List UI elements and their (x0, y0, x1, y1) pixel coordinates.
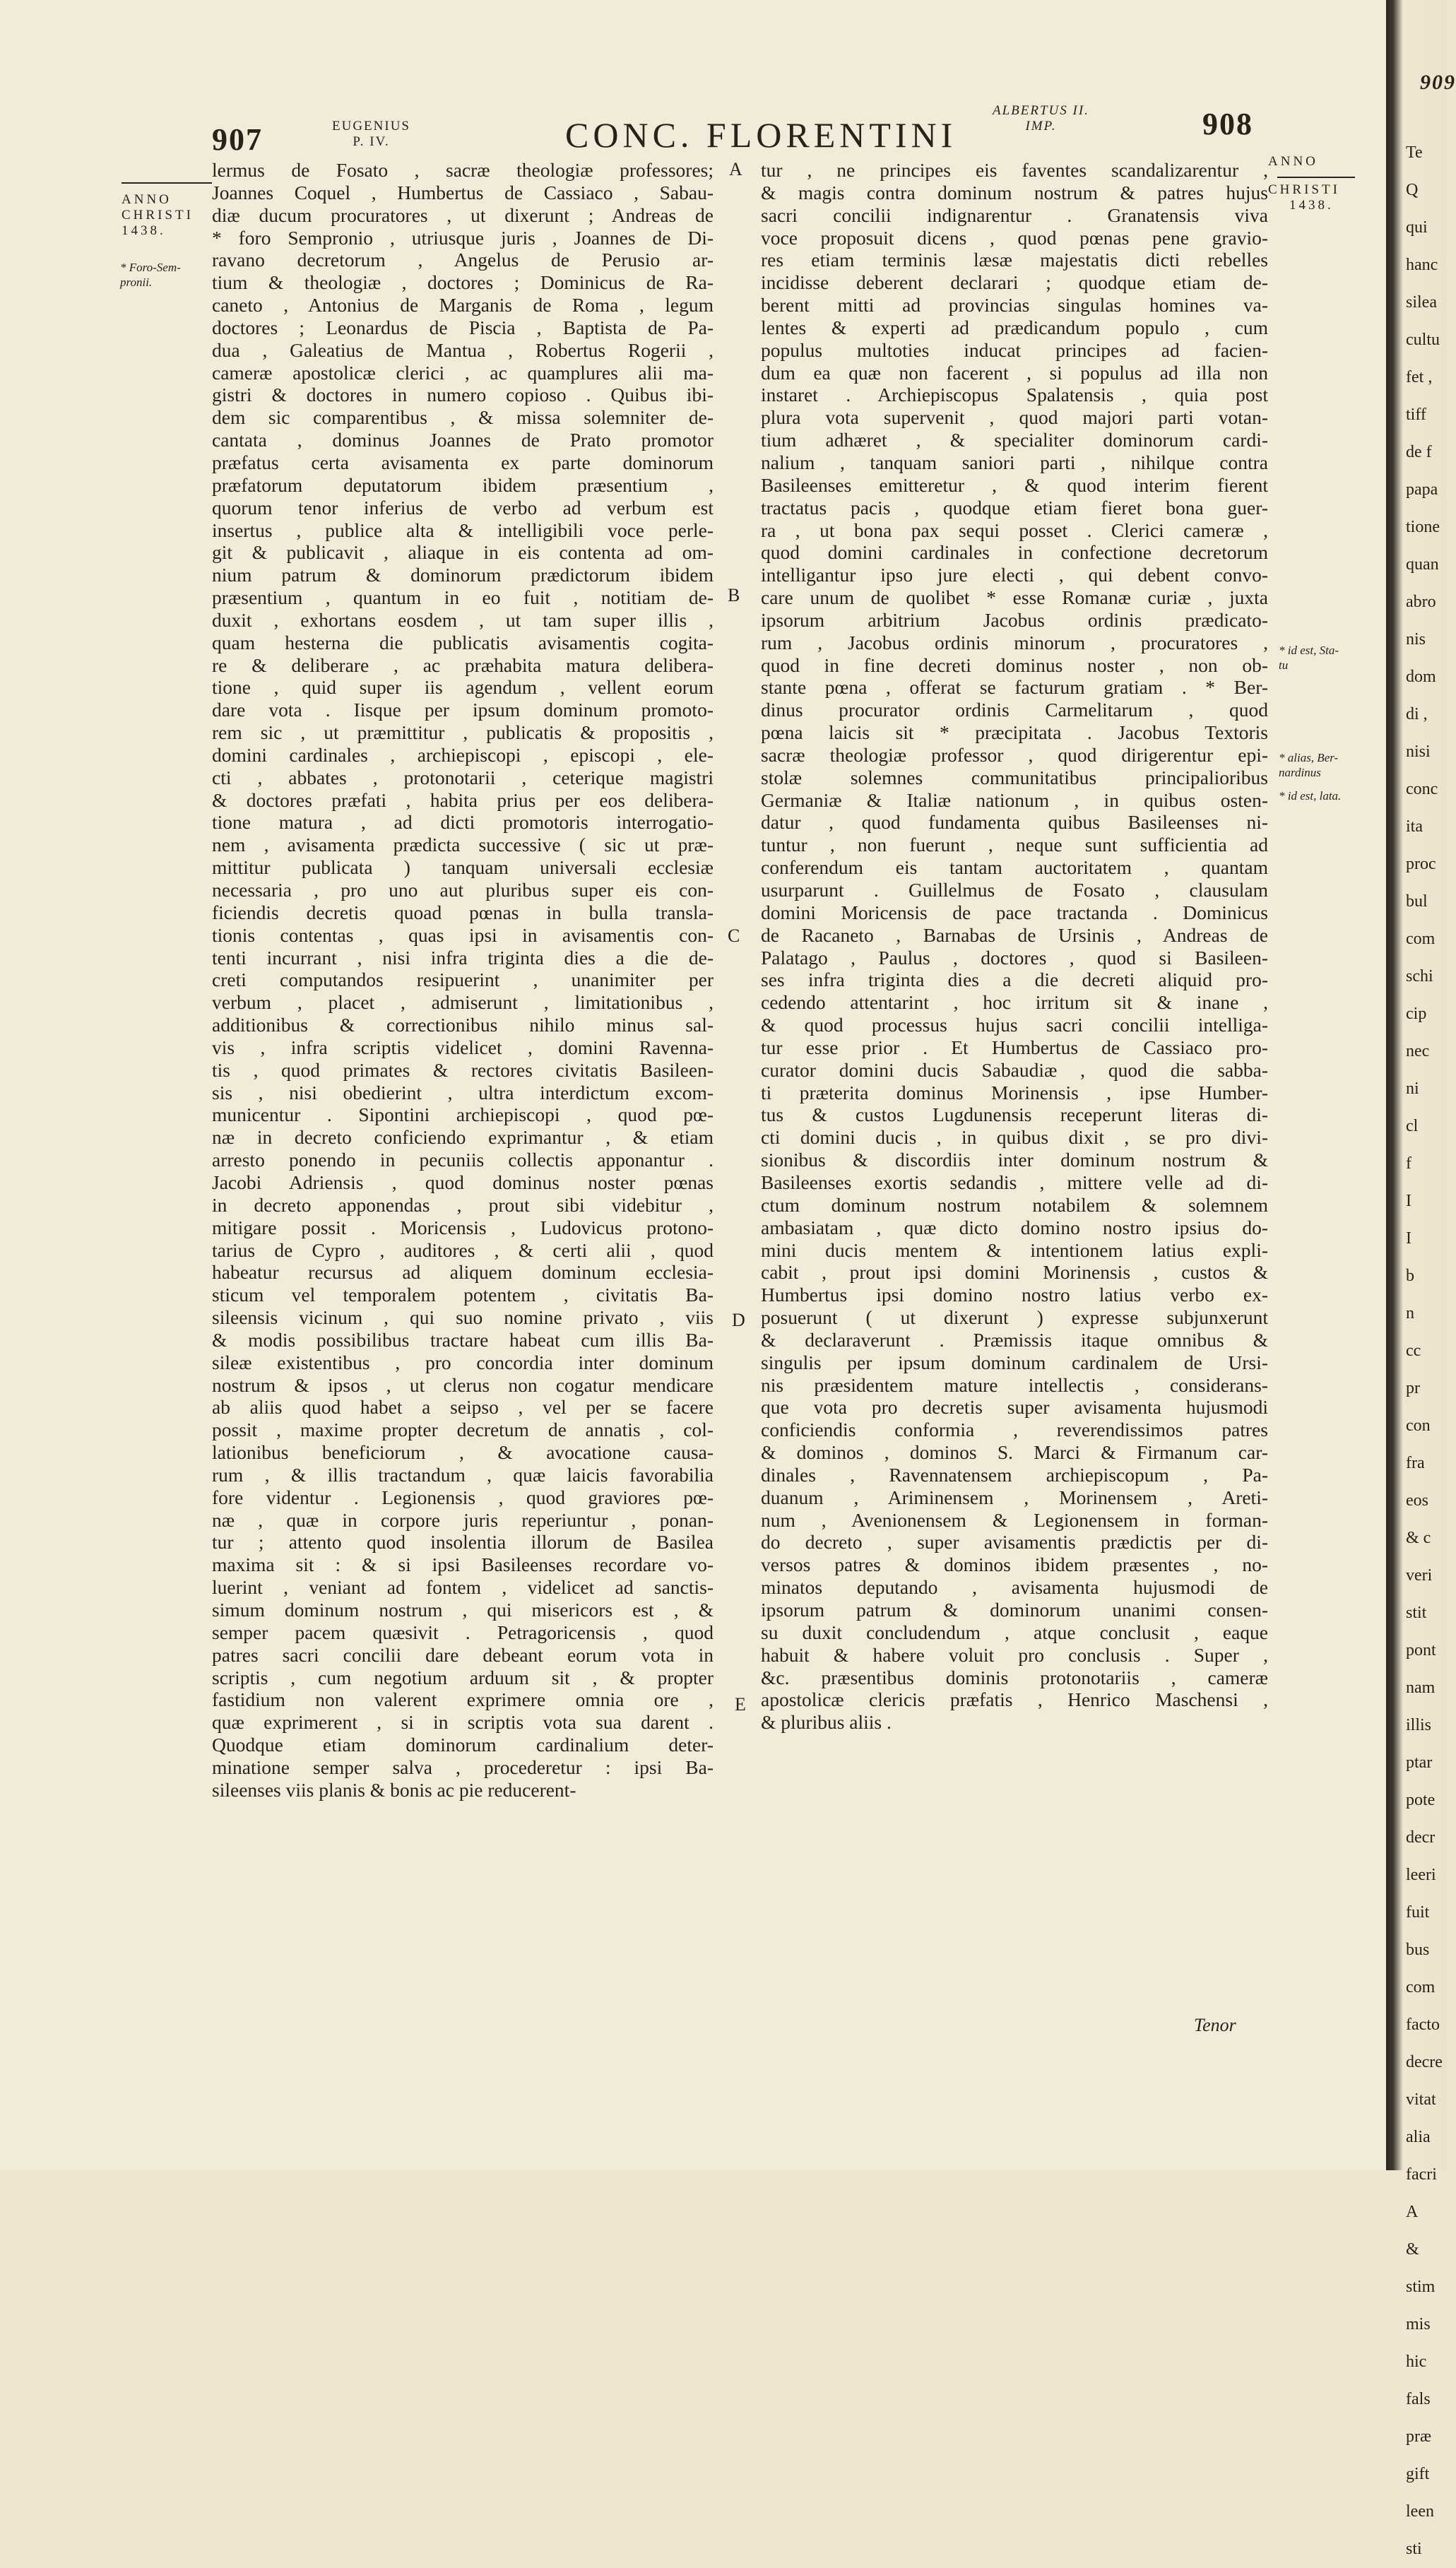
text-line: dem sic comparentibus , & missa solemniter de- (212, 406, 714, 429)
fragment-line: papa (1406, 480, 1438, 499)
section-marker-d: D (732, 1310, 745, 1330)
fragment-line: proc (1406, 855, 1436, 873)
text-line: tur ; attento quod insolentia illorum de Basilea (212, 1531, 714, 1554)
text-line: & quod processus hujus sacri concilii intelliga- (761, 1014, 1268, 1036)
fragment-line: sti (1406, 2540, 1422, 2558)
text-line: intelligantur ipso jure electi , qui debent convo- (761, 564, 1268, 586)
text-line: domini Moricensis de pace tractanda . Dominicus (761, 901, 1268, 923)
fragment-line: cc (1406, 1342, 1421, 1360)
fragment-line: hanc (1406, 256, 1438, 274)
text-line: tur , ne principes eis faventes scandalizarentur , (761, 159, 1268, 181)
text-line: dinales , Ravennatensem archiepiscopum , Pa- (761, 1463, 1268, 1486)
fragment-line: schi (1406, 967, 1433, 986)
text-line: quam hesterna die publicatis avisamentis cogita- (212, 631, 714, 653)
text-line: verbum , placet , admiserunt , limitationibus , (212, 991, 714, 1014)
fragment-line: ita (1406, 817, 1423, 836)
emperor-title: IMP. (1025, 119, 1057, 134)
text-line: nem , avisamenta prædicta successive ( sic ut præ- (212, 834, 714, 856)
note-line: * alias, Ber- (1279, 751, 1339, 764)
fragment-line: bus (1406, 1941, 1430, 1959)
fragment-line: Te (1406, 143, 1423, 162)
text-line: de Racaneto , Barnabas de Ursinis , Andreas de (761, 923, 1268, 946)
text-line: arresto ponendo in pecuniis collectis apponantur . (212, 1149, 714, 1171)
text-line: tractatus pacis , quodque etiam fieret bona guer- (761, 496, 1268, 519)
fragment-line: mis (1406, 2315, 1431, 2333)
fragment-line: stim (1406, 2278, 1436, 2296)
text-line: domini cardinales , archiepiscopi , episcopi , ele- (212, 743, 714, 766)
fragment-line: pr (1406, 1379, 1420, 1397)
text-line: præfatus certa avisamenta ex parte dominorum (212, 451, 714, 473)
text-line: quæ exprimerent , si in scriptis vota sua darent . (212, 1711, 714, 1734)
text-line: tus & custos Lugdunensis receperunt literas di- (761, 1103, 1268, 1126)
text-line: & declaraverunt . Præmissis itaque omnibus & (761, 1328, 1268, 1351)
note-line: pronii. (120, 276, 153, 289)
text-line: dinus procurator ordinis Carmelitarum , quod (761, 699, 1268, 721)
text-line: sionibus & discordiis inter dominum nostrum & (761, 1149, 1268, 1171)
text-line: incidisse deberent declarari ; quodque etiam de- (761, 271, 1268, 294)
text-column-right (761, 159, 1268, 1734)
next-page-number: 909 (1420, 71, 1456, 94)
text-line: nium patrum & dominorum prædictorum ibidem (212, 564, 714, 586)
fragment-line: di , (1406, 705, 1428, 723)
pope-number: P. IV. (353, 134, 390, 149)
fragment-line: veri (1406, 1566, 1433, 1585)
text-line: scriptis , cum negotium arduum sit , & propter (212, 1666, 714, 1688)
text-line: ipsorum arbitrium Jacobus ordinis prædicato- (761, 608, 1268, 631)
text-line: Palatago , Paulus , doctores , quod si Basileen- (761, 946, 1268, 969)
page-title: CONC. FLORENTINI (565, 115, 957, 155)
text-line: habuit & habere voluit pro conclusis . Super , (761, 1643, 1268, 1666)
fragment-line: vitat (1406, 2090, 1436, 2109)
text-line: additionibus & correctionibus nihilo minus sal- (212, 1014, 714, 1036)
text-line: possit , maxime propter decretum de annatis , col- (212, 1419, 714, 1441)
text-line: tuntur , non fuerunt , neque sunt sufficientia ad (761, 834, 1268, 856)
text-line: dare vota . Iisque per ipsum dominum promoto- (212, 699, 714, 721)
text-line: &c. præsentibus dominis protonotariis , cameræ (761, 1666, 1268, 1688)
text-line: fastidium non valerent exprimere omnia ore , (212, 1688, 714, 1711)
text-line: ti præterita dominus Morinensis , ipse Humber- (761, 1081, 1268, 1103)
fragment-line: stit (1406, 1604, 1427, 1622)
fragment-line: fuit (1406, 1903, 1430, 1922)
fragment-line: I (1406, 1192, 1411, 1210)
left-margin-note (120, 260, 181, 290)
section-marker-c: C (728, 925, 740, 946)
fragment-line: gift (1406, 2465, 1430, 2483)
text-line: versos patres & dominos ibidem præsentes , no- (761, 1554, 1268, 1576)
text-line: ficiendis decretis quoad pœnas in bulla transla- (212, 901, 714, 923)
text-line: berent mitti ad provincias singulas homines va- (761, 294, 1268, 316)
text-line: ra , ut bona pax sequi posset . Clerici cameræ , (761, 519, 1268, 541)
note-line: tu (1279, 658, 1289, 672)
text-line: nalium , tanquam saniori parti , nihilque contra (761, 451, 1268, 473)
section-marker-e: E (735, 1694, 746, 1715)
text-line: mini ducis mentem & intentionem latius expli- (761, 1238, 1268, 1261)
fragment-line: b (1406, 1267, 1414, 1285)
fragment-line: Q (1406, 181, 1419, 199)
text-line: tur esse prior . Et Humbertus de Cassiaco pro- (761, 1036, 1268, 1058)
text-line: sis , nisi obedierint , ultra interdictum excom- (212, 1081, 714, 1103)
text-line: duxit , exhortans eosdem , ut tam super illis , (212, 608, 714, 631)
left-margin-rule (122, 182, 212, 184)
text-line: sileæ existentibus , pro concordia inter dominum (212, 1351, 714, 1373)
year-label: 1438. (1289, 198, 1334, 213)
text-line: nostrum & ipsos , ut clerus non cogatur mendicare (212, 1373, 714, 1396)
text-line: res etiam terminis læsæ majestatis dicti rebelles (761, 249, 1268, 271)
fragment-line: & c (1406, 1529, 1431, 1547)
text-line: datur , quod fundamenta quibus Basileenses ni- (761, 811, 1268, 834)
text-line: ipsorum patrum & dominorum unanimi consen- (761, 1599, 1268, 1621)
left-running-pope (332, 119, 410, 150)
text-line: tione , quid super iis agendum , vellent eorum (212, 676, 714, 699)
text-line: populus multoties inducat principes ad facien- (761, 338, 1268, 361)
text-line: maxima sit : & si ipsi Basileenses recordare vo- (212, 1554, 714, 1576)
section-marker-b: B (728, 585, 740, 605)
fragment-line: alia (1406, 2128, 1431, 2146)
pope-name: EUGENIUS (332, 119, 410, 134)
text-line: cantata , dominus Joannes de Prato promotor (212, 429, 714, 451)
text-line: tenti incurrant , nisi infra triginta dies a die de- (212, 946, 714, 969)
text-line: Basileenses exortis sedandis , mittere velle ad di- (761, 1171, 1268, 1193)
text-line: Joannes Coquel , Humbertus de Cassiaco , Sabau- (212, 181, 714, 203)
text-line: dua , Galeatius de Mantua , Robertus Rogerii , (212, 338, 714, 361)
text-line: & magis contra dominum nostrum & patres hujus (761, 181, 1268, 203)
text-line: patres sacri concilii dare debeant eorum vota in (212, 1643, 714, 1666)
fragment-line: abro (1406, 593, 1436, 611)
text-line: singulis per ipsum dominum cardinalem de Ursi- (761, 1351, 1268, 1373)
text-line: duanum , Ariminensem , Morinensem , Areti- (761, 1486, 1268, 1508)
fragment-line: tione (1406, 518, 1440, 536)
text-line: Humbertus ipsi domino nostro latius verbo ex- (761, 1284, 1268, 1306)
text-line: stante pœna , offerat se facturum gratiam . * Ber- (761, 676, 1268, 699)
fragment-line: quan (1406, 555, 1439, 574)
fragment-line: pote (1406, 1791, 1436, 1809)
fragment-line: nec (1406, 1042, 1430, 1060)
text-line: gistri & doctores in numero copioso . Quibus ibi- (212, 384, 714, 406)
fragment-line: com (1406, 1978, 1436, 1996)
right-running-emperor (993, 103, 1089, 134)
fragment-line: pont (1406, 1641, 1436, 1659)
text-line: ses infra triginta dies a die decreti aliquid pro- (761, 969, 1268, 991)
fragment-line: cultu (1406, 331, 1440, 349)
text-line: posuerunt ( ut dixerunt ) expresse subjunxerunt (761, 1306, 1268, 1329)
text-line: apostolicæ clericis præfatis , Henrico Maschensi , (761, 1688, 1268, 1711)
fragment-line: decre (1406, 2053, 1443, 2071)
fragment-line: cl (1406, 1117, 1419, 1135)
left-margin-anno (122, 192, 194, 239)
text-line: stolæ solemnes communitatibus principalioribus (761, 766, 1268, 788)
year-label: 1438. (122, 223, 166, 238)
text-line: næ in decreto conficiendo exprimantur , & etiam (212, 1126, 714, 1149)
right-margin-note-3 (1279, 788, 1341, 803)
text-line: do decreto , super avisamentis prædictis per di- (761, 1531, 1268, 1554)
fragment-line: facri (1406, 2165, 1437, 2184)
text-line: ctum dominum nostrum notabilem & solemnem (761, 1193, 1268, 1216)
fragment-line: dom (1406, 668, 1436, 686)
text-line: vis , infra scriptis videlicet , domini Ravenna- (212, 1036, 714, 1058)
text-line: caneto , Antonius de Marganis de Roma , legum (212, 294, 714, 316)
fragment-line: tiff (1406, 406, 1426, 424)
text-line: minatos deputando , avisamenta hujusmodi de (761, 1576, 1268, 1599)
text-line: diæ ducum procuratores , ut dixerunt ; Andreas de (212, 203, 714, 226)
text-column-left (212, 159, 714, 1801)
text-line: voce proposuit dicens , quod pœnas pene gravio- (761, 226, 1268, 249)
text-line: necessaria , pro uno aut pluribus super eis con- (212, 879, 714, 901)
right-margin-anno (1268, 154, 1340, 213)
fragment-line: leeri (1406, 1866, 1436, 1884)
left-page-number: 907 (212, 122, 263, 157)
text-line: rum , Jacobus ordinis minorum , procuratores , (761, 631, 1268, 653)
next-page-fragments (1406, 134, 1445, 2568)
text-line: Germaniæ & Italiæ nationum , in quibus osten- (761, 788, 1268, 811)
text-line: quod in fine decreti dominus noster , non ob- (761, 653, 1268, 676)
fragment-line: fra (1406, 1454, 1425, 1472)
text-line: nis præsidentem mature intellectis , considerans- (761, 1373, 1268, 1396)
text-line: tionis contentas , quas ipsi in avisamentis con- (212, 923, 714, 946)
fragment-line: A (1406, 2203, 1419, 2221)
text-line: cedendo attentarint , hoc irritum sit & inane , (761, 991, 1268, 1014)
text-line: simum dominum nostrum , qui misericors est , & (212, 1599, 714, 1621)
fragment-line: I (1406, 1229, 1411, 1248)
text-line: næ , quæ in corpore juris reperiuntur , ponan- (212, 1508, 714, 1531)
text-line: tis , quod primates & rectores civitatis Basileen- (212, 1058, 714, 1081)
christi-label: CHRISTI (122, 208, 194, 223)
right-page-number: 908 (1202, 107, 1253, 141)
text-line: ravano decretorum , Angelus de Perusio ar- (212, 249, 714, 271)
text-line: tium adhæret , & specialiter dominorum cardi- (761, 429, 1268, 451)
text-line: præfatorum deputatorum ibidem præsentium , (212, 473, 714, 496)
section-marker-a: A (729, 159, 742, 179)
text-line: sileensis vicinum , qui suo nomine privato , viis (212, 1306, 714, 1329)
fragment-line: illis (1406, 1716, 1432, 1734)
fragment-line: nis (1406, 630, 1426, 649)
fragment-line: hic (1406, 2353, 1427, 2371)
text-line: dum ea quæ non facerent , si populus ad illa non (761, 361, 1268, 384)
fragment-line: qui (1406, 218, 1428, 237)
fragment-line: facto (1406, 2016, 1440, 2034)
anno-label: ANNO (1268, 154, 1318, 169)
text-line: & dominos , dominos S. Marci & Firmanum car- (761, 1441, 1268, 1464)
note-line: nardinus (1279, 766, 1321, 779)
text-line: & modis possibilibus tractare habeat cum illis Ba- (212, 1328, 714, 1351)
text-line: su duxit concludendum , atque conclusit , eaque (761, 1621, 1268, 1643)
fragment-line: eos (1406, 1491, 1428, 1510)
text-line: sacri concilii indignarentur . Granatensis viva (761, 203, 1268, 226)
note-line: * id est, Sta- (1279, 644, 1339, 657)
text-line: instaret . Archiepiscopus Spalatensis , quia post (761, 384, 1268, 406)
text-line: lermus de Fosato , sacræ theologiæ professores; (212, 159, 714, 181)
text-line: sileenses viis planis & bonis ac pie reducerent- (212, 1778, 576, 1801)
fragment-line: fet , (1406, 368, 1433, 386)
text-line: habeatur recursus ad aliquem dominum ecclesia- (212, 1261, 714, 1284)
right-margin-note-2 (1279, 750, 1338, 780)
text-line: & pluribus aliis . (761, 1711, 892, 1734)
text-line: lentes & experti ad prædicandum populo , cum (761, 316, 1268, 338)
text-line: rem sic , ut præmittitur , publicatis & propositis , (212, 721, 714, 744)
text-line: semper pacem quæsivit . Petragoricensis , quod (212, 1621, 714, 1643)
text-line: sacræ theologiæ professor , quod dirigerentur epi- (761, 743, 1268, 766)
fragment-line: leen (1406, 2502, 1434, 2521)
text-line: fore videntur . Legionensis , quod graviores pœ- (212, 1486, 714, 1508)
text-line: minatione semper salva , procederetur : ipsi Ba- (212, 1756, 714, 1778)
text-line: num , Avenionensem & Legionensem in forman- (761, 1508, 1268, 1531)
text-line: plura vota supervenit , quod majori parti votan- (761, 406, 1268, 429)
fragment-line: nam (1406, 1679, 1436, 1697)
text-line: * foro Sempronio , utriusque juris , Joannes de Di- (212, 226, 714, 249)
christi-label: CHRISTI (1268, 182, 1340, 197)
fragment-line: de f (1406, 443, 1432, 461)
text-line: mittitur publicata ) tanquam universali ecclesiæ (212, 856, 714, 879)
text-line: cameræ apostolicæ clerici , ac quamplures alii ma- (212, 361, 714, 384)
text-line: Quodque etiam dominorum cardinalium deter- (212, 1734, 714, 1756)
text-line: insertus , publice alta & intelligibili voce perle- (212, 519, 714, 541)
fragment-line: præ (1406, 2427, 1431, 2446)
anno-label: ANNO (122, 192, 172, 207)
text-line: git & publicavit , aliaque in eis contenta ad om- (212, 541, 714, 564)
text-line: conficiendis conformia , reverendissimos patres (761, 1419, 1268, 1441)
fragment-line: com (1406, 930, 1436, 948)
text-line: Jacobi Adriensis , quod dominus noster pœnas (212, 1171, 714, 1193)
text-line: curator domini ducis Sabaudiæ , quod die sabba- (761, 1058, 1268, 1081)
text-line: re & deliberare , ac præhabita matura delibera- (212, 653, 714, 676)
fragment-line: decr (1406, 1828, 1436, 1847)
text-line: rum , & illis tractandum , quæ laicis favorabilia (212, 1463, 714, 1486)
fragment-line: con (1406, 1416, 1431, 1435)
text-line: cti domini ducis , in quibus dixit , se pro divi- (761, 1126, 1268, 1149)
fragment-line: f (1406, 1154, 1411, 1173)
text-line: Basileenses emitteretur , & quod interim fierent (761, 473, 1268, 496)
text-line: in decreto apponendas , prout sibi videbitur , (212, 1193, 714, 1216)
text-line: cti , abbates , protonotarii , ceterique magistri (212, 766, 714, 788)
text-line: conferendum eis tantam auctoritatem , quantam (761, 856, 1268, 879)
text-line: sticum vel temporalem potentem , civitatis Ba- (212, 1284, 714, 1306)
text-line: ab aliis quod habet a seipso , vel per se facere (212, 1396, 714, 1419)
note-line: * id est, lata. (1279, 789, 1342, 803)
right-margin-note-1 (1279, 643, 1339, 673)
text-line: tione matura , ad dicti promotoris interrogatio- (212, 811, 714, 834)
text-line: cabit , prout ipsi domini Morinensis , custos & (761, 1261, 1268, 1284)
text-line: doctores ; Leonardus de Piscia , Baptista de Pa- (212, 316, 714, 338)
text-line: usurparunt . Guillelmus de Fosato , clausulam (761, 879, 1268, 901)
catchword: Tenor (1194, 2015, 1236, 2035)
text-line: præsentium , quantum in eo fuit , notitiam de- (212, 586, 714, 609)
fragment-line: silea (1406, 293, 1437, 312)
text-line: mitigare possit . Moricensis , Ludovicus protono- (212, 1216, 714, 1238)
text-line: que vota pro decretis super avisamenta hujusmodi (761, 1396, 1268, 1419)
fragment-line: & (1406, 2240, 1419, 2259)
fragment-line: ni (1406, 1079, 1419, 1098)
text-line: quorum tenor inferius de verbo ad verbum est (212, 496, 714, 519)
emperor-name: ALBERTUS II. (993, 103, 1089, 118)
note-line: * Foro-Sem- (120, 261, 181, 274)
fragment-line: cip (1406, 1005, 1427, 1023)
fragment-line: fals (1406, 2390, 1431, 2408)
text-line: municentur . Sipontini archiepiscopi , quod pœ- (212, 1103, 714, 1126)
text-line: quod domini cardinales in confectione decretorum (761, 541, 1268, 564)
text-line: creti computandos resipuerint , unanimiter per (212, 969, 714, 991)
text-line: & doctores præfati , habita prius per eos delibera- (212, 788, 714, 811)
text-line: tium & theologiæ , doctores ; Dominicus de Ra- (212, 271, 714, 294)
fragment-line: ptar (1406, 1753, 1433, 1772)
text-line: pœna laicis sit * præcipitata . Jacobus Textoris (761, 721, 1268, 744)
fragment-line: nisi (1406, 742, 1431, 761)
fragment-line: conc (1406, 780, 1438, 798)
fragment-line: n (1406, 1304, 1414, 1323)
text-line: ambasiatam , quæ dicto domino nostro ipsius do- (761, 1216, 1268, 1238)
text-line: care unum de quolibet * esse Romanæ curiæ , juxta (761, 586, 1268, 609)
text-line: tarius de Cypro , auditores , & certi alii , quod (212, 1238, 714, 1261)
text-line: luerint , veniant ad fontem , videlicet ad sanctis- (212, 1576, 714, 1599)
fragment-line: bul (1406, 892, 1428, 911)
text-line: lationibus beneficiorum , & avocatione causa- (212, 1441, 714, 1464)
